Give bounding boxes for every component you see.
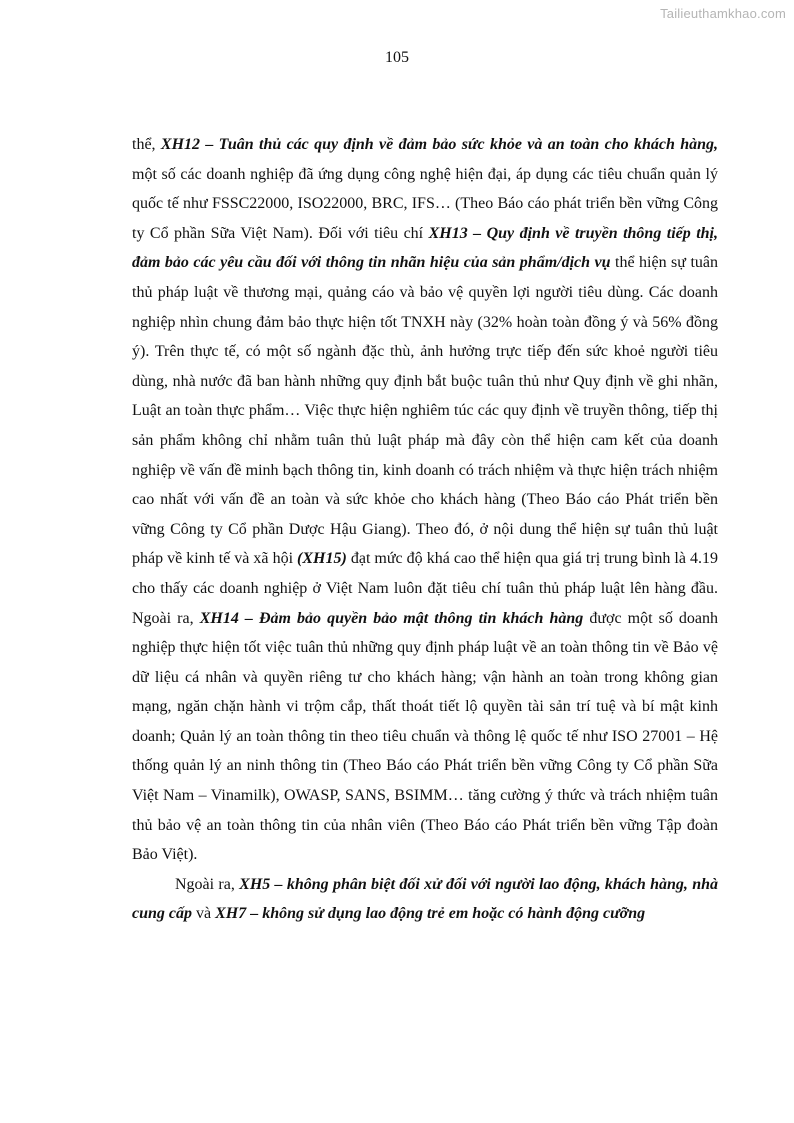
- emphasis-run: XH7 – không sử dụng lao động trẻ em hoặc có hành động cưỡng: [215, 905, 646, 923]
- watermark: Tailieuthamkhao.com: [660, 6, 786, 21]
- emphasis-run: (XH15): [297, 550, 347, 568]
- text-run: Ngoài ra,: [175, 875, 240, 893]
- text-run: thể,: [132, 136, 161, 153]
- text-run: thể hiện sự tuân thủ pháp luật về thương mại, quảng cáo và bảo vệ quyền lợi người tiêu dùng. Các doanh nghiệp nhìn chung đảm bảo thực hiện tốt TNXH này (32% hoàn toàn đồng ý và 56% đồng ý). Trên thực tế, có một số ngành đặc thù, ảnh hưởng trực tiếp đến sức khoẻ người tiêu dùng, nhà nước đã ban hành những quy định bắt buộc tuân thủ như Quy định về ghi nhãn, Luật an toàn thực phẩm… Việc thực hiện nghiêm túc các quy định về truyền thông, tiếp thị sản phẩm không chỉ nhằm tuân thủ luật pháp mà đây còn thể hiện cam kết của doanh nghiệp về vấn đề minh bạch thông tin, kinh doanh có trách nhiệm và thực hiện trách nhiệm cao nhất với vấn đề an toàn và sức khỏe cho khách hàng (Theo Báo cáo Phát triển bền vững Công ty Cổ phần Dược Hậu Giang). Theo đó, ở nội dung thể hiện sự tuân thủ luật pháp về kinh tế và xã hội: [132, 254, 718, 568]
- page-number: 105: [385, 49, 409, 66]
- paragraph: [132, 130, 718, 870]
- text-run: đạt mức độ khá cao thể hiện qua giá trị trung bình là 4.19 cho thấy các doanh nghiệp ở Việt Nam luôn đặt tiêu chí tuân thủ pháp luật lên hàng đầu. Ngoài ra,: [132, 550, 719, 627]
- document-body: [132, 130, 718, 929]
- text-run: và: [192, 905, 216, 923]
- emphasis-run: XH13 – Quy định về truyền thông tiếp thị, đảm bảo các yêu cầu đối với thông tin nhãn hiệu của sản phẩm/dịch vụ: [132, 224, 719, 272]
- emphasis-run: XH14 – Đảm bảo quyền bảo mật thông tin khách hàng: [199, 609, 584, 627]
- text-run: được một số doanh nghiệp thực hiện tốt việc tuân thủ những quy định pháp luật về an toàn thông tin về Bảo vệ dữ liệu cá nhân và quyền riêng tư cho khách hàng; vận hành an toàn trong không gian mạng, ngăn chặn hành vi trộm cắp, thất thoát tiết lộ quyền tài sản trí tuệ và bí mật kinh doanh; Quản lý an toàn thông tin theo tiêu chuẩn và thông lệ quốc tế như ISO 27001 – Hệ thống quản lý an ninh thông tin (Theo Báo cáo Phát triển bền vững Công ty Cổ phần Sữa Việt Nam – Vinamilk), OWASP, SANS, BSIMM… tăng cường ý thức và trách nhiệm tuân thủ bảo vệ an toàn thông tin của nhân viên (Theo Báo cáo Phát triển bền vững Tập đoàn Bảo Việt).: [132, 609, 719, 864]
- paragraph: [132, 870, 718, 929]
- text-run: một số các doanh nghiệp đã ứng dụng công nghệ hiện đại, áp dụng các tiêu chuẩn quản lý quốc tế như FSSC22000, ISO22000, BRC, IFS… (Theo Báo cáo phát triển bền vững Công ty Cổ phần Sữa Việt Nam). Đối với tiêu chí: [132, 165, 718, 242]
- emphasis-run: XH5 – không phân biệt đối xử đối với người lao động, khách hàng, nhà cung cấp: [132, 875, 719, 923]
- emphasis-run: XH12 – Tuân thủ các quy định về đảm bảo sức khỏe và an toàn cho khách hàng,: [160, 136, 718, 153]
